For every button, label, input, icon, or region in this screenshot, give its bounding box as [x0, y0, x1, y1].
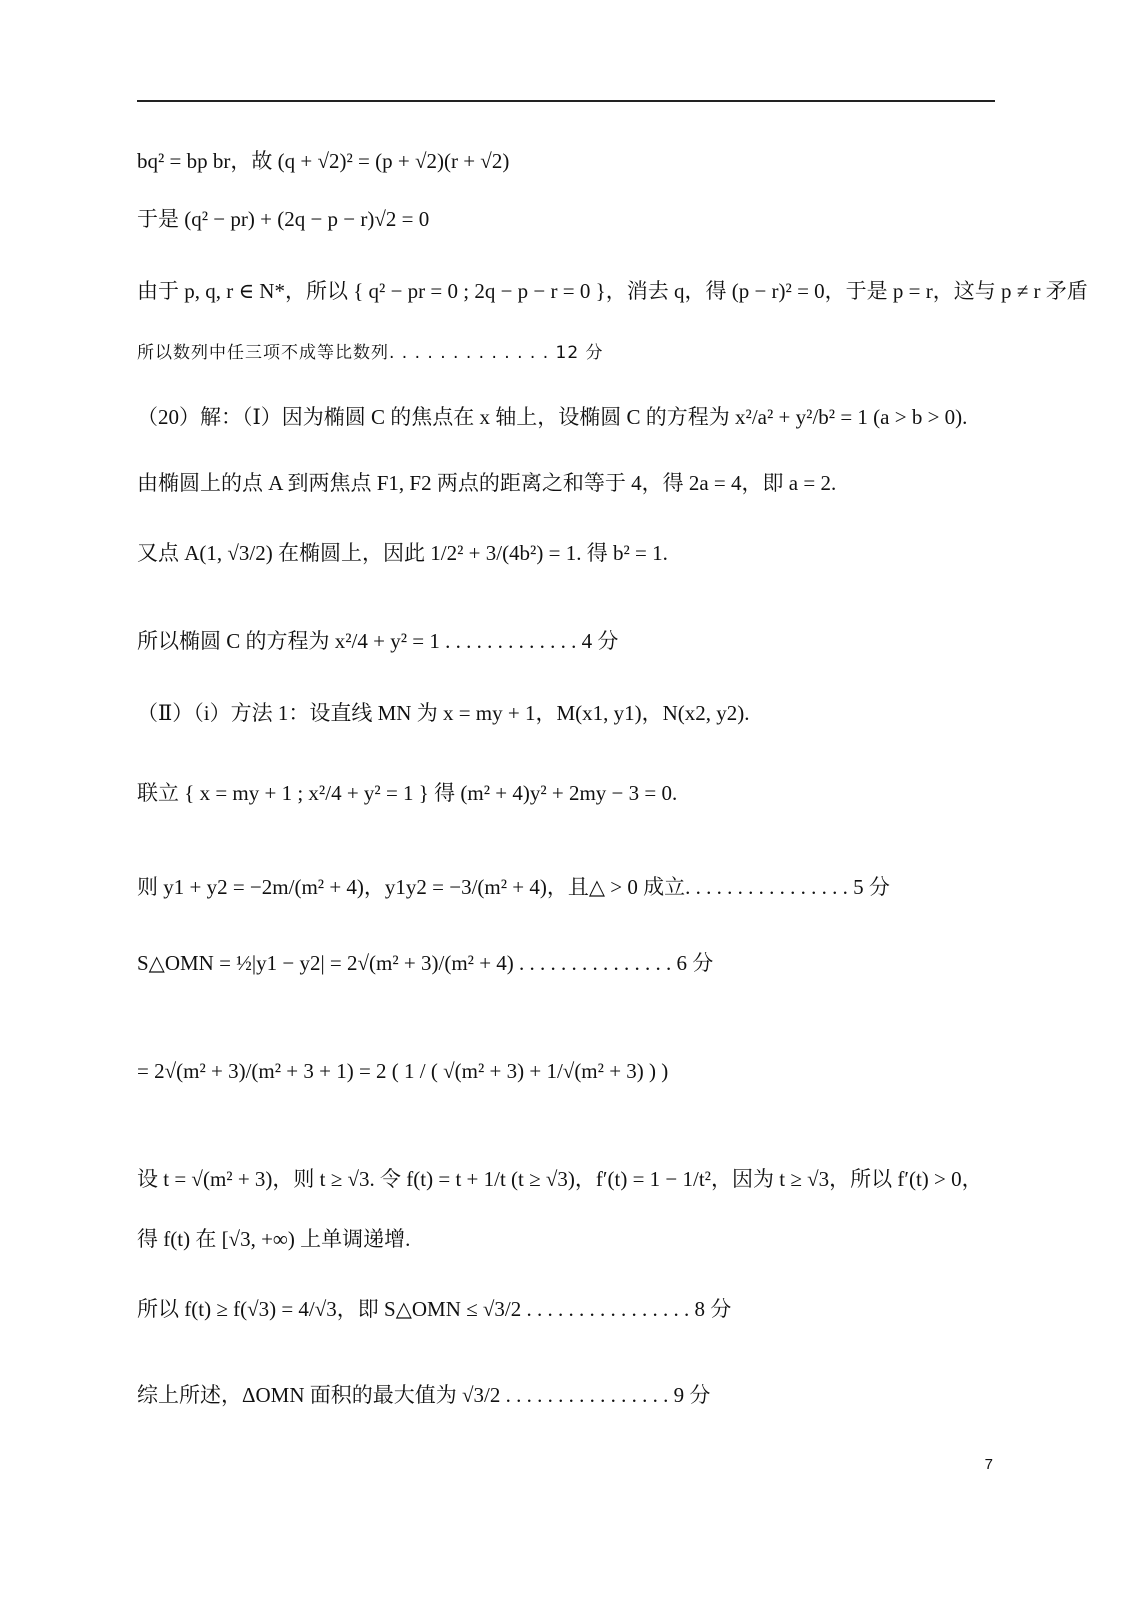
page-number: 7: [984, 1456, 993, 1473]
text-line: 由椭圆上的点 A 到两焦点 F1, F2 两点的距离之和等于 4，得 2a = 4，即 a = 2.: [137, 471, 837, 495]
text-line: bq² = bp br，故 (q + √2)² = (p + √2)(r + √2): [137, 149, 510, 173]
text-line: 于是 (q² − pr) + (2q − p − r)√2 = 0: [137, 207, 430, 231]
text-line: 又点 A(1, √3/2) 在椭圆上，因此 1/2² + 3/(4b²) = 1. 得 b² = 1.: [137, 541, 668, 565]
text-line: 所以 f(t) ≥ f(√3) = 4/√3，即 S△OMN ≤ √3/2 . . . . . . . . . . . . . . . . 8 分: [137, 1297, 732, 1321]
text-line: 设 t = √(m² + 3)，则 t ≥ √3. 令 f(t) = t + 1/t (t ≥ √3)，f′(t) = 1 − 1/t²，因为 t ≥ √3，所以 f′(t) > 0，: [137, 1167, 983, 1191]
text-line: （Ⅱ）（i）方法 1：设直线 MN 为 x = my + 1，M(x1, y1)，N(x2, y2).: [137, 701, 750, 725]
text-line: 由于 p, q, r ∈ N*，所以 { q² − pr = 0 ; 2q − p − r = 0 }，消去 q，得 (p − r)² = 0，于是 p = r，这与 p ≠ r 矛盾: [137, 279, 1088, 303]
text-line: 所以椭圆 C 的方程为 x²/4 + y² = 1 . . . . . . . . . . . . . 4 分: [137, 629, 619, 653]
header-rule: [137, 100, 995, 102]
text-line: = 2√(m² + 3)/(m² + 3 + 1) = 2 ( 1 / ( √(m² + 3) + 1/√(m² + 3) ) ): [137, 1059, 669, 1083]
text-line: 联立 { x = my + 1 ; x²/4 + y² = 1 } 得 (m² + 4)y² + 2my − 3 = 0.: [137, 781, 678, 805]
text-line: S△OMN = ½|y1 − y2| = 2√(m² + 3)/(m² + 4) . . . . . . . . . . . . . . . 6 分: [137, 951, 714, 975]
text-line: 则 y1 + y2 = −2m/(m² + 4)，y1y2 = −3/(m² + 4)，且△ > 0 成立. . . . . . . . . . . . . . . . 5 分: [137, 875, 890, 899]
text-line: （20）解：（Ⅰ）因为椭圆 C 的焦点在 x 轴上，设椭圆 C 的方程为 x²/a² + y²/b² = 1 (a > b > 0).: [137, 405, 968, 429]
text-line: 综上所述，ΔOMN 面积的最大值为 √3/2 . . . . . . . . . . . . . . . . 9 分: [137, 1383, 711, 1407]
text-line: 得 f(t) 在 [√3, +∞) 上单调递增.: [137, 1227, 411, 1251]
text-line: 所以数列中任三项不成等比数列. . . . . . . . . . . . . 12 分: [137, 343, 604, 363]
